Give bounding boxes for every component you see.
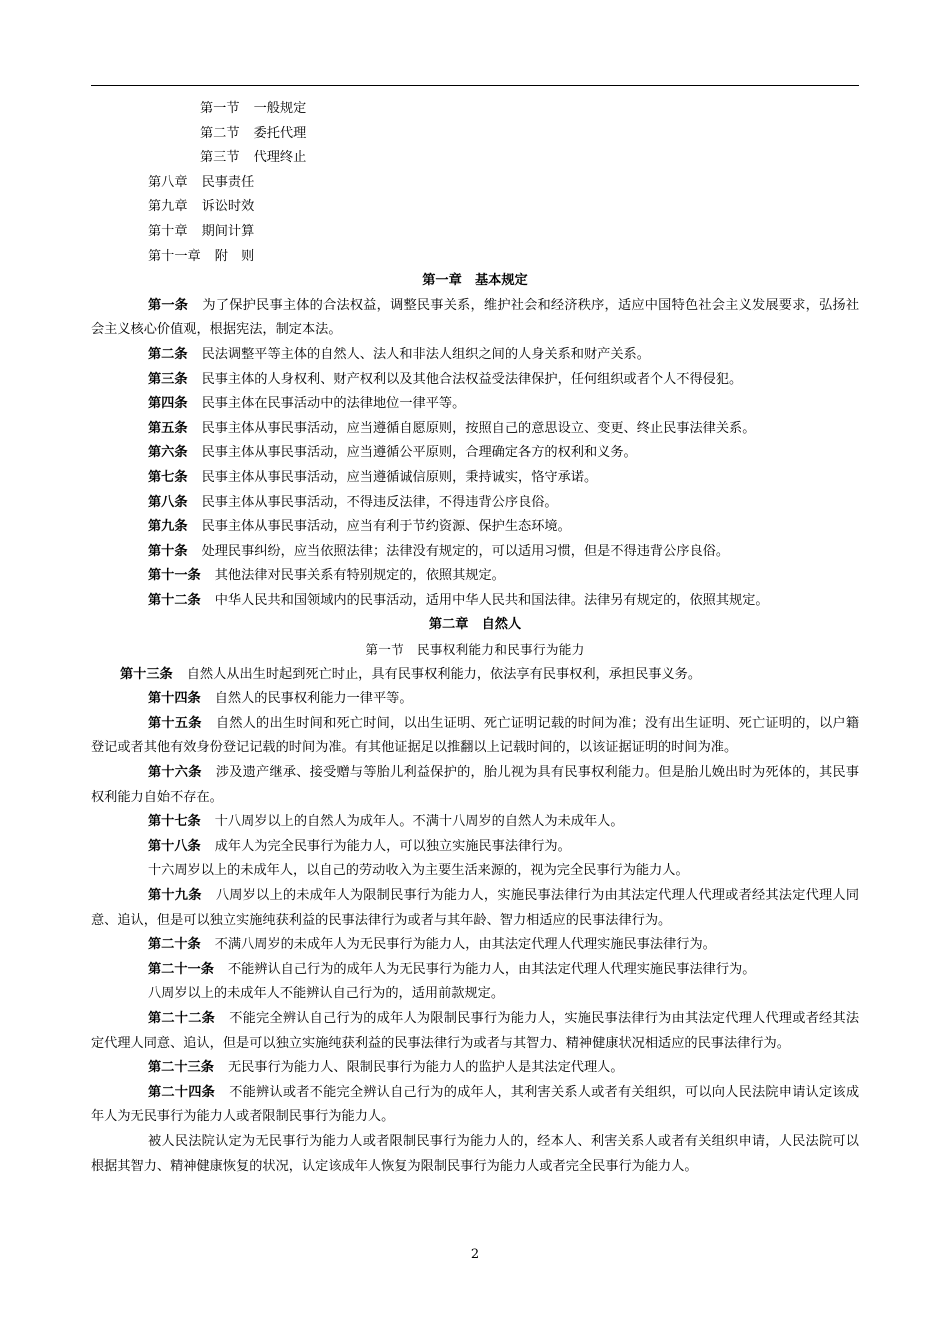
article: 第十三条 自然人从出生时起到死亡时止，具有民事权利能力，依法享有民事权利，承担民事义务。 bbox=[120, 666, 702, 682]
article: 第一条 为了保护民事主体的合法权益，调整民事关系，维护社会和经济秩序，适应中国特色社会主义发展要求，弘扬社会主义核心价值观，根据宪法，制定本法。 bbox=[91, 297, 860, 338]
article: 第十五条 自然人的出生时间和死亡时间，以出生证明、死亡证明记载的时间为准；没有出生证明、死亡证明的，以户籍登记或者其他有效身份登记记载的时间为准。有其他证据足以推翻以上记载时间的，以该证据证明的时间为准。 bbox=[91, 715, 860, 756]
chapter-1-title: 第一章 基本规定 bbox=[422, 273, 528, 289]
toc-chapter-8: 第八章 民事责任 bbox=[148, 174, 255, 190]
article: 第七条 民事主体从事民事活动，应当遵循诚信原则，秉持诚实，恪守承诺。 bbox=[148, 469, 598, 485]
article: 第二十三条 无民事行为能力人、限制民事行为能力人的监护人是其法定代理人。 bbox=[148, 1060, 624, 1076]
article: 第五条 民事主体从事民事活动，应当遵循自愿原则，按照自己的意思设立、变更、终止民事法律关系。 bbox=[148, 420, 756, 436]
article: 第十条 处理民事纠纷，应当依照法律；法律没有规定的，可以适用习惯，但是不得违背公序良俗。 bbox=[148, 543, 730, 559]
article: 第二十二条 不能完全辨认自己行为的成年人为限制民事行为能力人，实施民事法律行为由其法定代理人代理或者经其法定代理人同意、追认，但是可以独立实施纯获利益的民事法律行为或者与其智力、精神健康状况相适应的民事法律行为。 bbox=[91, 1010, 860, 1051]
toc-chapters bbox=[91, 171, 859, 269]
chapter-2-articles bbox=[91, 663, 859, 1179]
article: 第二十四条 不能辨认或者不能完全辨认自己行为的成年人，其利害关系人或者有关组织，可以向人民法院申请认定该成年人为无民事行为能力人或者限制民事行为能力人。 bbox=[91, 1084, 860, 1125]
article: 第二十条 不满八周岁的未成年人为无民事行为能力人，由其法定代理人代理实施民事法律行为。 bbox=[148, 937, 716, 953]
article: 第十七条 十八周岁以上的自然人为成年人。不满十八周岁的自然人为未成年人。 bbox=[148, 814, 624, 830]
chapter-1-articles bbox=[91, 294, 859, 614]
toc-section-1: 第一节 一般规定 bbox=[200, 101, 307, 116]
article: 第八条 民事主体从事民事活动，不得违反法律，不得违背公序良俗。 bbox=[148, 494, 558, 510]
article: 第二十一条 不能辨认自己行为的成年人为无民事行为能力人，由其法定代理人代理实施民事法律行为。 bbox=[148, 961, 756, 977]
article: 第四条 民事主体在民事活动中的法律地位一律平等。 bbox=[148, 396, 466, 412]
article: 第十一条 其他法律对民事关系有特别规定的，依照其规定。 bbox=[148, 568, 505, 584]
article-paragraph: 八周岁以上的未成年人不能辨认自己行为的，适用前款规定。 bbox=[148, 986, 505, 1002]
toc-chapter-9: 第九章 诉讼时效 bbox=[148, 199, 255, 215]
chapter-2-title: 第二章 自然人 bbox=[428, 617, 522, 633]
article: 第十二条 中华人民共和国领域内的民事活动，适用中华人民共和国法律。法律另有规定的，依照其规定。 bbox=[148, 592, 769, 608]
article: 第三条 民事主体的人身权利、财产权利以及其他合法权益受法律保护，任何组织或者个人不得侵犯。 bbox=[148, 371, 743, 387]
article-paragraph: 十六周岁以上的未成年人，以自己的劳动收入为主要生活来源的，视为完全民事行为能力人。 bbox=[148, 863, 689, 879]
article: 第十九条 八周岁以上的未成年人为限制民事行为能力人，实施民事法律行为由其法定代理人代理或者经其法定代理人同意、追认，但是可以独立实施纯获利益的民事法律行为或者与其年龄、智力相适应的民事法律行为。 bbox=[91, 888, 860, 928]
page-number: 2 bbox=[470, 1247, 480, 1262]
article: 第九条 民事主体从事民事活动，应当有利于节约资源、保护生态环境。 bbox=[148, 519, 571, 535]
toc-chapter-10: 第十章 期间计算 bbox=[148, 223, 255, 239]
section-1-title: 第一节 民事权利能力和民事行为能力 bbox=[365, 642, 585, 658]
toc-chapter-11: 第十一章 附 则 bbox=[148, 248, 255, 264]
document-body bbox=[91, 97, 859, 1179]
header-rule bbox=[91, 85, 859, 86]
toc-sections bbox=[91, 97, 859, 171]
article: 第十四条 自然人的民事权利能力一律平等。 bbox=[148, 691, 413, 707]
article: 第十八条 成年人为完全民事行为能力人，可以独立实施民事法律行为。 bbox=[148, 838, 571, 854]
article: 第十六条 涉及遗产继承、接受赠与等胎儿利益保护的，胎儿视为具有民事权利能力。但是胎儿娩出时为死体的，其民事权利能力自始不存在。 bbox=[91, 765, 860, 805]
article-paragraph: 被人民法院认定为无民事行为能力人或者限制民事行为能力人的，经本人、利害关系人或者有关组织申请，人民法院可以根据其智力、精神健康恢复的状况，认定该成年人恢复为限制民事行为能力人或者完全民事行为能力人。 bbox=[91, 1133, 859, 1174]
toc-section-2: 第二节 委托代理 bbox=[200, 125, 307, 141]
article: 第六条 民事主体从事民事活动，应当遵循公平原则，合理确定各方的权利和义务。 bbox=[148, 445, 637, 461]
article: 第二条 民法调整平等主体的自然人、法人和非法人组织之间的人身关系和财产关系。 bbox=[148, 346, 650, 362]
toc-section-3: 第三节 代理终止 bbox=[200, 150, 307, 166]
